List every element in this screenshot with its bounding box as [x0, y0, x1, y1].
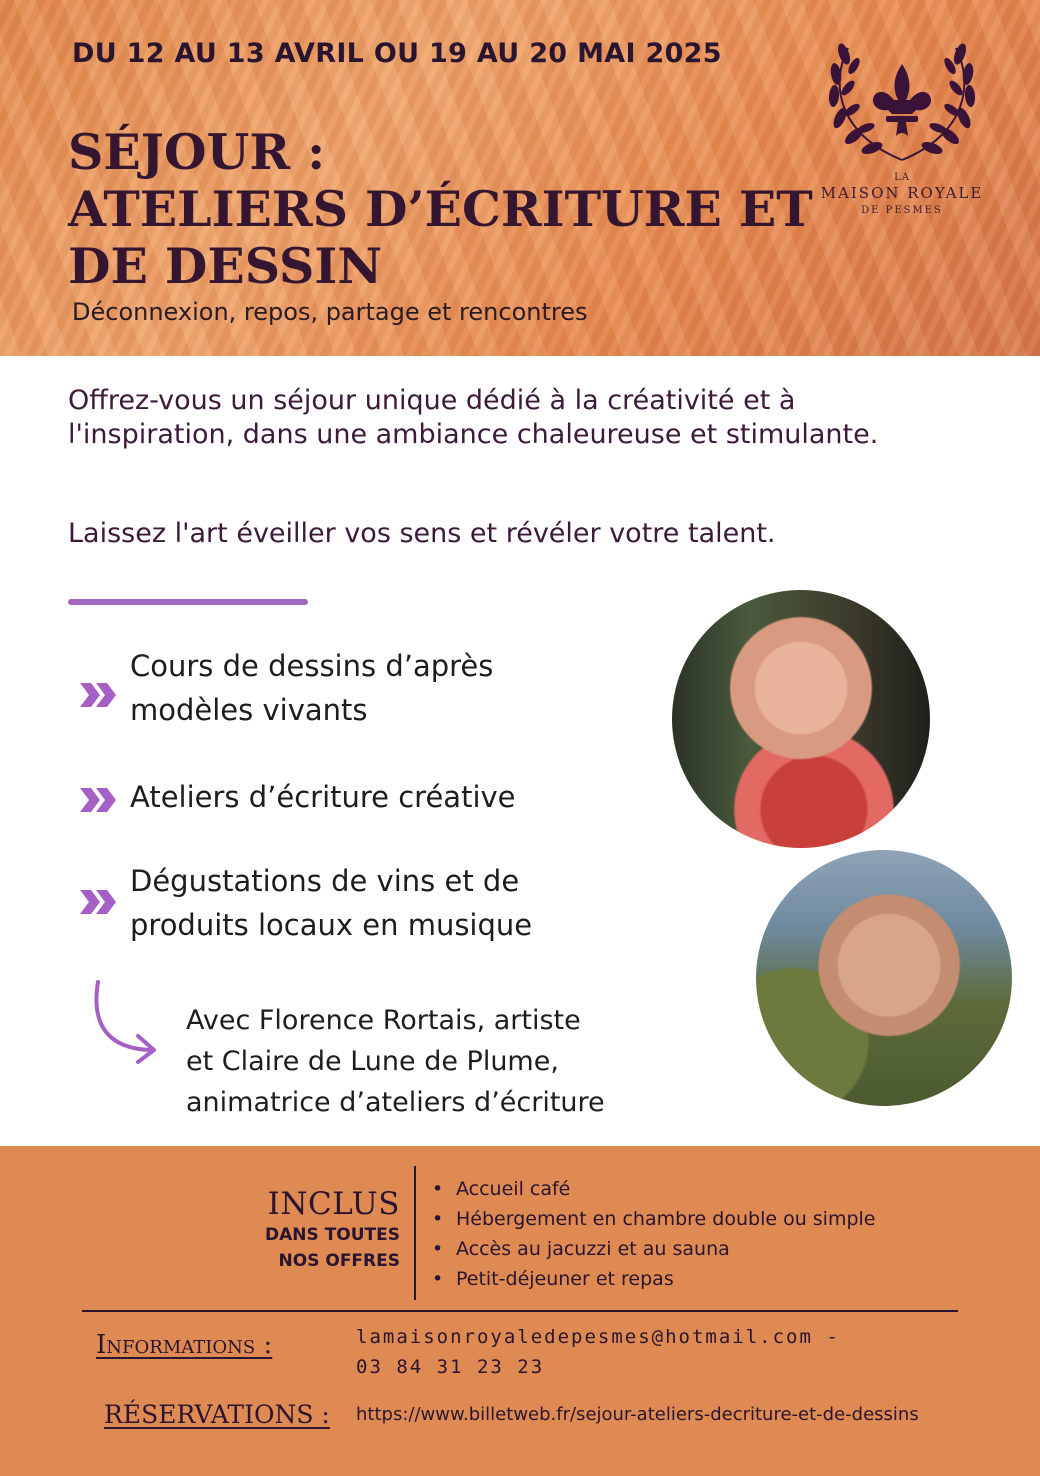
logo-text: DE PESMES: [861, 205, 943, 216]
hosts-text: [186, 1000, 605, 1123]
host-photo-claire: [756, 850, 1012, 1106]
title-line: DE DESSIN: [68, 237, 383, 295]
hosts-line: animatrice d’ateliers d’écriture: [186, 1087, 605, 1118]
included-subtitle: NOS OFFRES: [278, 1251, 400, 1271]
divider: [68, 599, 308, 605]
intro-paragraph: Offrez-vous un séjour unique dédié à la créativité et à l'inspiration, dans une ambiance chaleureuse et stimulante.: [68, 385, 879, 450]
reservation-label: RÉSERVATIONS :: [104, 1400, 330, 1429]
feature-line: modèles vivants: [130, 693, 368, 727]
feature-text: [130, 644, 493, 732]
included-subtitle: DANS TOUTES: [265, 1225, 400, 1245]
fleur-de-lis-laurel-icon: [808, 34, 996, 174]
event-dates: DU 12 AU 13 AVRIL OU 19 AU 20 MAI 2025: [72, 38, 722, 69]
title-line: ATELIERS D’ÉCRITURE ET: [68, 180, 813, 238]
list-item: • Hébergement en chambre double ou simple: [432, 1204, 876, 1234]
list-item: • Petit-déjeuner et repas: [432, 1264, 876, 1294]
subtitle: Déconnexion, repos, partage et rencontres: [72, 298, 588, 326]
feature-line: Ateliers d’écriture créative: [130, 780, 516, 814]
host-photo-florence: [672, 590, 930, 848]
logo-text: MAISON ROYALE: [820, 184, 984, 202]
intro-tagline: Laissez l'art éveiller vos sens et révéler votre talent.: [68, 518, 776, 549]
reservation-link[interactable]: https://www.billetweb.fr/sejour-ateliers-decriture-et-de-dessins: [356, 1404, 919, 1425]
double-chevron-icon: [78, 785, 118, 815]
included-list: [432, 1174, 876, 1294]
contact-info: [356, 1322, 840, 1382]
hosts-line: et Claire de Lune de Plume,: [186, 1046, 559, 1077]
double-chevron-icon: [78, 680, 118, 710]
header-banner: [0, 0, 1040, 356]
feature-text: [130, 775, 516, 819]
vertical-divider: [414, 1166, 416, 1300]
feature-line: Dégustations de vins et de: [130, 864, 520, 898]
feature-text: [130, 859, 532, 947]
title-line: SÉJOUR :: [68, 123, 326, 181]
list-item: • Accès au jacuzzi et au sauna: [432, 1234, 876, 1264]
logo-text: LA: [894, 172, 910, 183]
hosts-line: Avec Florence Rortais, artiste: [186, 1005, 581, 1036]
info-label: Informations :: [96, 1330, 273, 1360]
email-link[interactable]: lamaisonroyaledepesmes@hotmail.com -: [356, 1326, 840, 1348]
feature-line: produits locaux en musique: [130, 908, 533, 942]
page-title: [68, 124, 813, 295]
double-chevron-icon: [78, 887, 118, 917]
included-title: INCLUS: [267, 1186, 400, 1222]
feature-line: Cours de dessins d’après: [130, 649, 494, 683]
phone-number[interactable]: 03 84 31 23 23: [356, 1356, 545, 1378]
horizontal-divider: [82, 1310, 958, 1312]
list-item: • Accueil café: [432, 1174, 876, 1204]
logo: [808, 34, 996, 220]
included-heading: [200, 1186, 400, 1274]
curved-arrow-icon: [88, 978, 164, 1070]
